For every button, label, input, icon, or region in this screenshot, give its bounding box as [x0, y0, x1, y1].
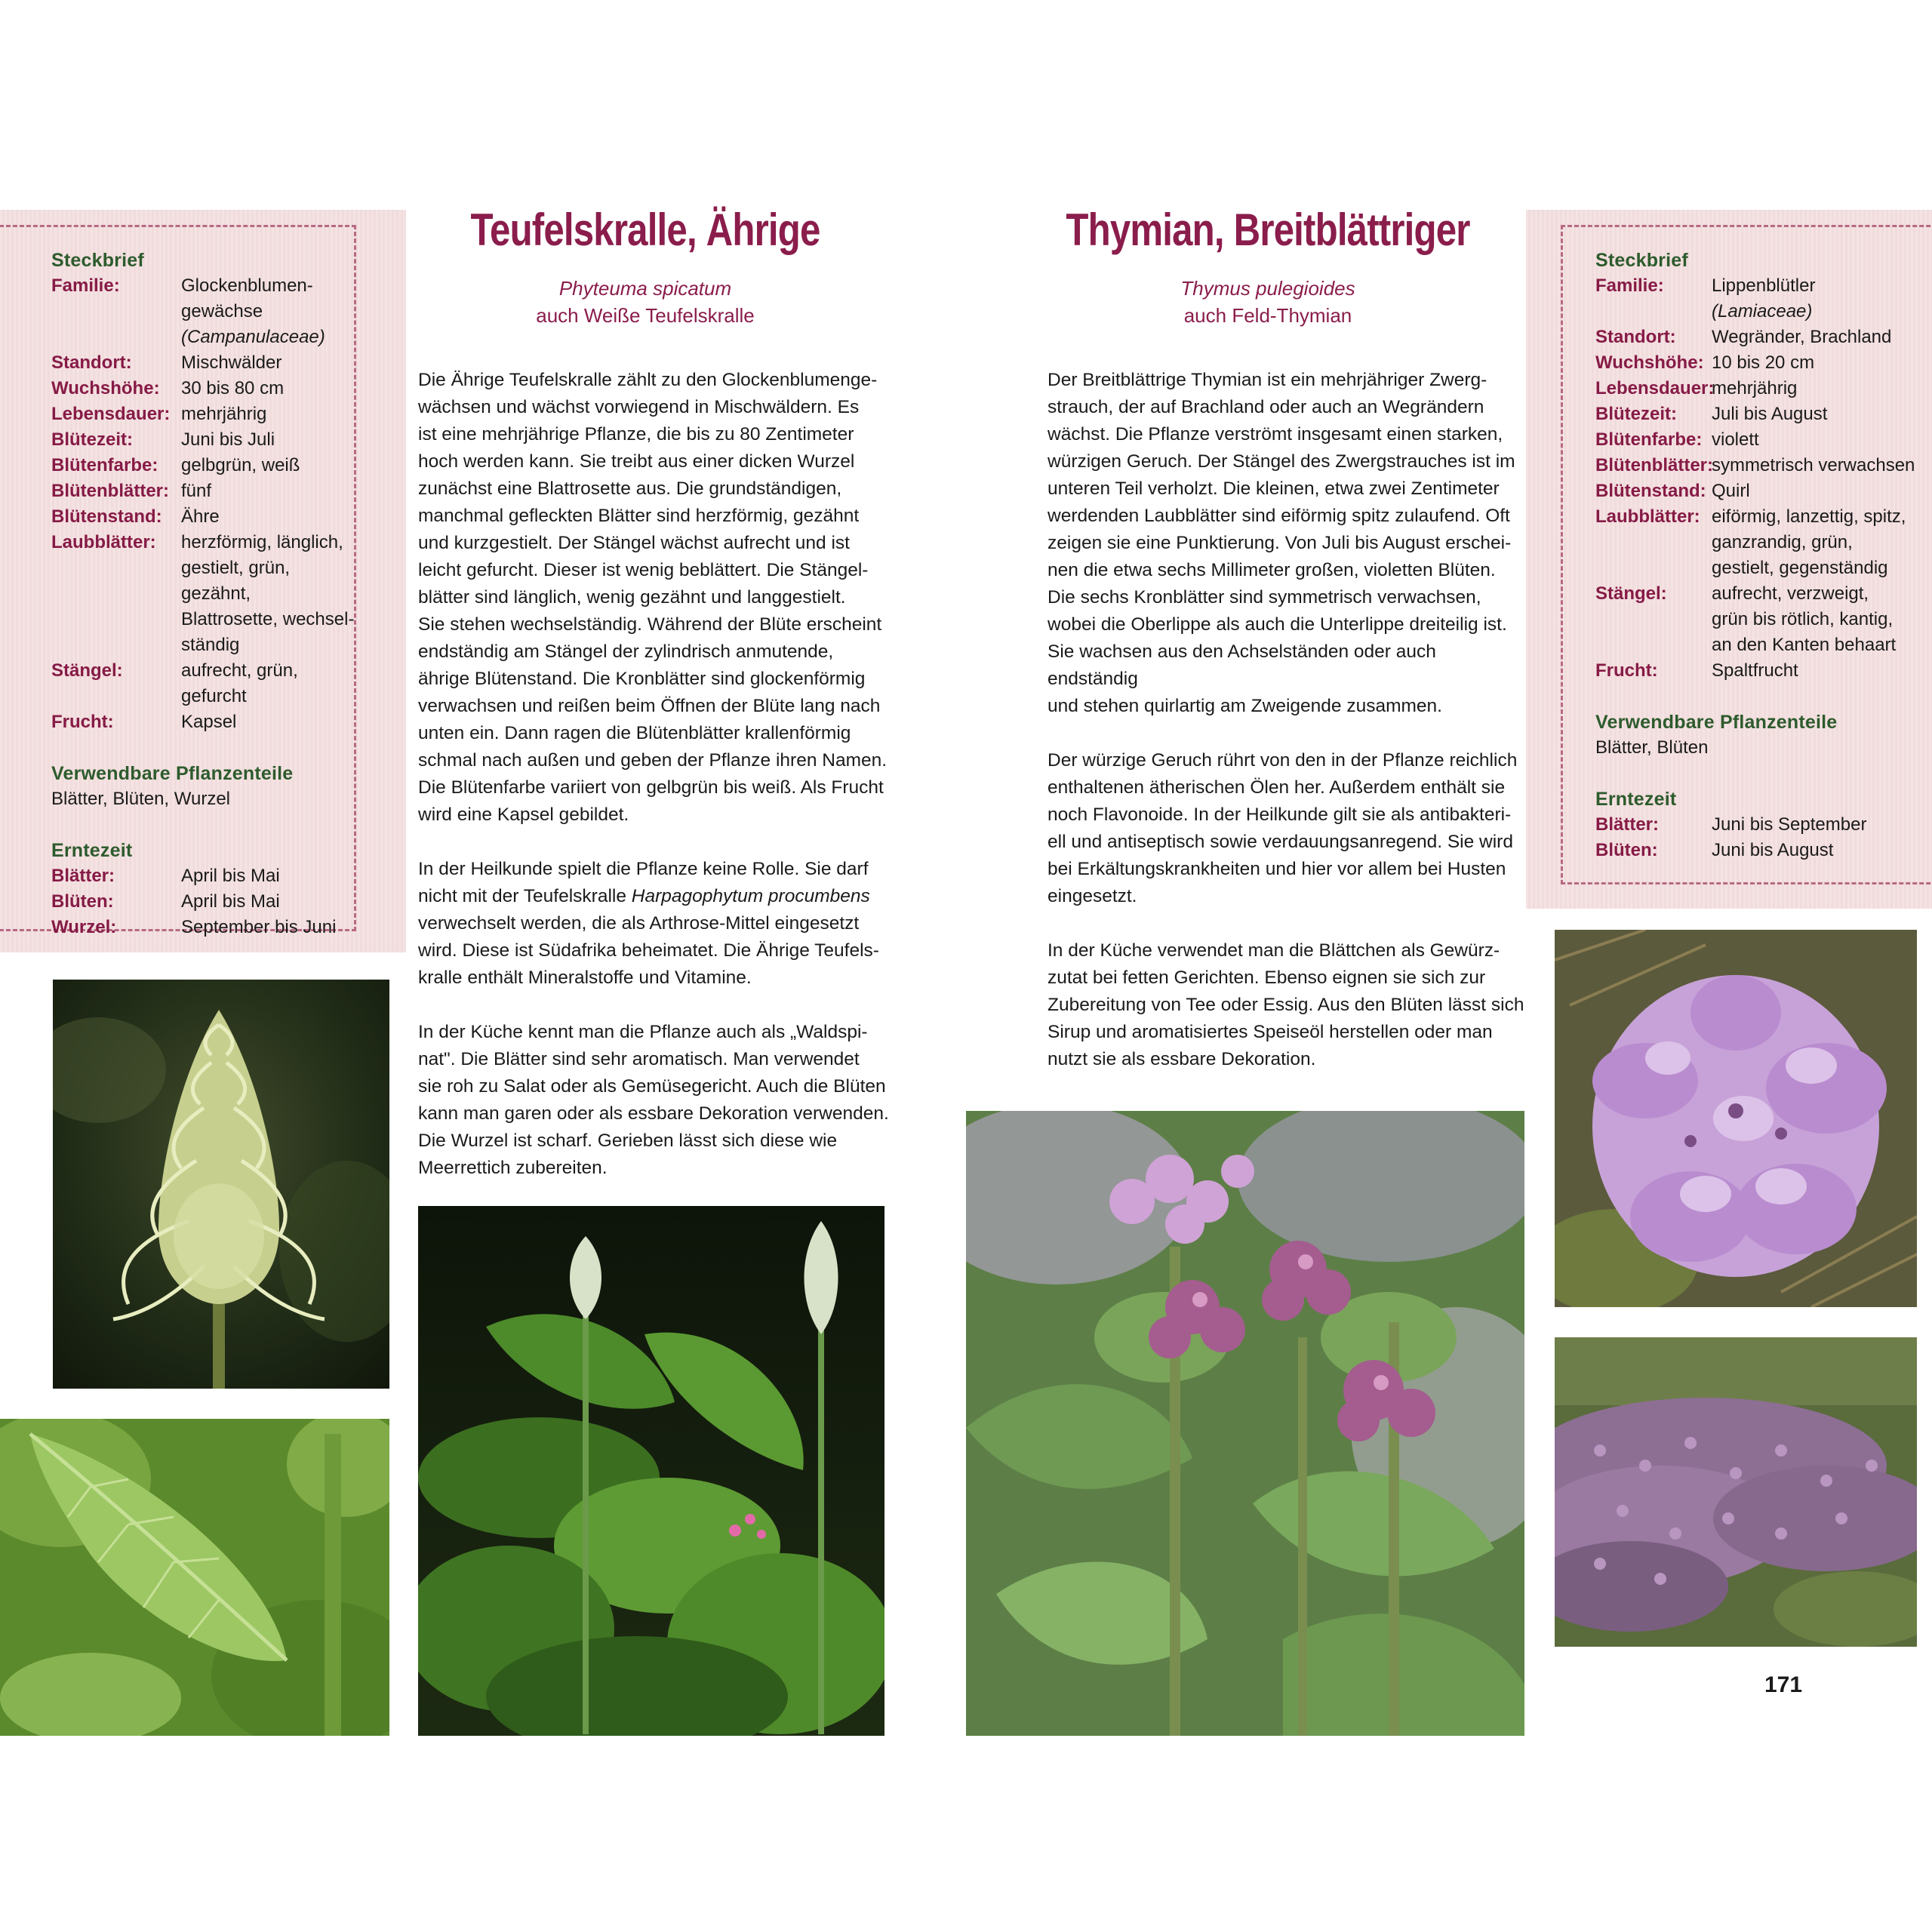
- text-line: zunächst eine Blattrosette aus. Die grundständigen,: [418, 478, 842, 499]
- text-line: nutzt sie als essbare Dekoration.: [1048, 1049, 1316, 1069]
- fact-value-line: mehrjährig: [181, 404, 267, 424]
- fact-value: [181, 658, 361, 709]
- subtitle-left: [408, 275, 883, 329]
- spacer: [51, 812, 361, 838]
- fact-row: [51, 504, 361, 530]
- text-line: Die Wurzel ist scharf. Gerieben lässt sich diese wie: [418, 1131, 838, 1151]
- page-title-right: Thymian, Breitblättriger: [1066, 205, 1470, 255]
- text-line: unten ein. Dann ragen die Blütenblätter krallenförmig: [418, 723, 851, 743]
- fact-value-line: Spaltfrucht: [1712, 660, 1798, 681]
- fact-value: [181, 530, 361, 658]
- text-line: strauch, der auf Brachland oder auch an Wegrändern: [1048, 397, 1484, 417]
- fact-value: [181, 273, 361, 350]
- text-line: Zubereitung von Tee oder Essig. Aus den Blüten lässt sich: [1048, 995, 1524, 1015]
- text-line: kann man garen oder als essbare Dekoration verwenden.: [418, 1103, 889, 1124]
- text-line: noch Flavonoide. In der Heilkunde gilt sie als antibakteri-: [1048, 804, 1512, 825]
- photo-thyme-flower-closeup: [1555, 930, 1917, 1307]
- fact-value-line: aufrecht, grün,: [181, 660, 298, 681]
- fact-value: [1712, 504, 1927, 581]
- fact-row: [51, 478, 361, 504]
- harvest-value: Juni bis September: [1712, 814, 1867, 835]
- text-line: kralle enthält Mineralstoffe und Vitamine.: [418, 968, 752, 988]
- paragraph: [1048, 937, 1531, 1073]
- steckbrief-box-right: [1526, 210, 1932, 909]
- fact-row: [51, 453, 361, 478]
- steckbrief-box-left: [0, 210, 406, 952]
- fact-value-line: gewächse: [181, 301, 263, 321]
- alias-name: auch Weiße Teufelskralle: [536, 304, 755, 327]
- text-line: zutat bei fetten Gerichten. Ebenso eignen sie sich zur: [1048, 968, 1486, 988]
- fact-value: [1712, 478, 1927, 504]
- fact-label: Blütenstand:: [51, 506, 162, 527]
- text-line: wobei die Oberlippe als auch die Unterlippe dreiteilig ist.: [1048, 614, 1507, 635]
- alias-name: auch Feld-Thymian: [1183, 304, 1352, 327]
- parts-title: Verwendbare Pflanzenteile: [51, 763, 294, 784]
- fact-value: [181, 709, 361, 735]
- fact-value-line: Glockenblumen-: [181, 275, 313, 296]
- harvest-row: [51, 863, 361, 889]
- text-line: In der Küche verwendet man die Blättchen als Gewürz-: [1048, 940, 1500, 961]
- page-number: 171: [1764, 1672, 1803, 1697]
- parts-value: Blätter, Blüten: [1595, 737, 1709, 758]
- body-text-left: [418, 367, 901, 1182]
- fact-value-line: gestielt, grün, gezähnt,: [181, 558, 291, 604]
- fact-value: [1712, 325, 1927, 350]
- leaf-image: [0, 1419, 389, 1736]
- fact-value-line: gestielt, gegenständig: [1712, 558, 1888, 578]
- fact-label: Blütenstand:: [1595, 481, 1706, 501]
- fact-label: Blütenfarbe:: [51, 455, 158, 475]
- text-line: unteren Teil verholzt. Die kleinen, etwa zwei Zentimeter: [1048, 478, 1500, 499]
- fact-row: [1595, 376, 1927, 401]
- fact-label: Standort:: [51, 352, 132, 373]
- fact-label: Frucht:: [1595, 660, 1658, 681]
- text-line: enthaltenen ätherischen Ölen her. Außerdem enthält sie: [1048, 777, 1506, 798]
- text-line: Sirup und aromatisiertes Speiseöl herstellen oder man: [1048, 1022, 1493, 1042]
- fact-label: Wuchshöhe:: [51, 378, 160, 398]
- text-line: bei Erkältungskrankheiten und hier vor allem bei Husten: [1048, 859, 1506, 879]
- text-line: ährige Blütenstand. Die Kronblätter sind glockenförmig: [418, 669, 866, 689]
- thyme-meadow-image: [1555, 1337, 1917, 1647]
- text-line: manchmal gefleckten Blätter sind herzförmig, gezähnt: [418, 506, 860, 526]
- fact-value-line: symmetrisch verwachsen: [1712, 455, 1915, 475]
- fact-row: [51, 530, 361, 658]
- fact-value: [181, 478, 361, 504]
- text-line: In der Küche kennt man die Pflanze auch als „Waldspi-: [418, 1022, 868, 1042]
- fact-label: Laubblätter:: [1595, 506, 1700, 527]
- fact-value: [1712, 427, 1927, 453]
- fact-value: [1712, 376, 1927, 401]
- text-line: nat". Die Blätter sind sehr aromatisch. Man verwendet: [418, 1049, 860, 1069]
- text-line: ell und antiseptisch sowie verdauungsanregend. Sie wird: [1048, 832, 1513, 852]
- fact-row: [1595, 504, 1927, 581]
- harvest-title: Erntezeit: [1595, 789, 1677, 810]
- fact-label: Blütezeit:: [1595, 404, 1677, 424]
- fact-value-line: 30 bis 80 cm: [181, 378, 285, 398]
- paragraph: In der Heilkunde spielt die Pflanze keine Rolle. Sie darf nicht mit der Teufelskralle Harpagophytum procumbens verwechselt werden, die als Arthrose-Mittel eingesetzt wird. Diese ist Südafrika beheimatet. Die Ährige Teufels- kralle enthält Mineralstoffe und Vitamine.: [418, 859, 879, 988]
- fact-label: Standort:: [1595, 327, 1676, 347]
- text-line: leicht gefurcht. Dieser ist wenig beblättert. Die Stängel-: [418, 560, 869, 580]
- fact-value: [1712, 273, 1927, 325]
- text-line: verwechselt werden, die als Arthrose-Mittel eingesetzt: [418, 913, 860, 934]
- page-title-left: Teufelskralle, Ährige: [470, 205, 820, 255]
- text-line: blätter sind länglich, wenig gezähnt und langgestielt.: [418, 587, 846, 608]
- harvest-label: Blüten:: [51, 891, 114, 912]
- fact-value-line: 10 bis 20 cm: [1712, 352, 1815, 373]
- parts-title: Verwendbare Pflanzenteile: [1595, 712, 1838, 733]
- fact-value-line: (Lamiaceae): [1712, 301, 1813, 321]
- fact-value: [1712, 658, 1927, 684]
- paragraph: [418, 367, 901, 829]
- fact-value-line: ständig: [181, 635, 240, 655]
- text-line: eingesetzt.: [1048, 886, 1137, 906]
- fact-value: [181, 401, 361, 427]
- fact-value-line: Blattrosette, wechsel-: [181, 609, 355, 629]
- text-line: wächst. Die Pflanze verströmt insgesamt einen starken,: [1048, 424, 1503, 445]
- fact-label: Blütezeit:: [51, 429, 133, 450]
- fact-value-line: Lippenblütler: [1712, 275, 1816, 296]
- thyme-plant-image: [966, 1111, 1524, 1736]
- photo-thyme-meadow: [1555, 1337, 1917, 1647]
- text-line: Die sechs Kronblätter sind symmetrisch verwachsen,: [1048, 587, 1481, 608]
- flower-spike-image: [53, 980, 389, 1389]
- steckbrief-content: [1595, 248, 1927, 863]
- text-line: wird eine Kapsel gebildet.: [418, 804, 629, 825]
- text-line: Der Breitblättrige Thymian ist ein mehrjähriger Zwerg-: [1048, 370, 1487, 390]
- fact-value-line: ganzrandig, grün,: [1712, 532, 1853, 552]
- text-line: Die Ährige Teufelskralle zählt zu den Glockenblumenge-: [418, 370, 878, 390]
- forest-plants-image: [418, 1206, 884, 1736]
- fact-label: Wuchshöhe:: [1595, 352, 1704, 373]
- fact-row: [1595, 273, 1927, 325]
- harvest-row: [51, 915, 361, 940]
- fact-value-line: Quirl: [1712, 481, 1750, 501]
- fact-row: [1595, 581, 1927, 658]
- text-line: Sie wachsen aus den Achselständen oder auch endständig: [1048, 641, 1436, 689]
- fact-value-line: Ähre: [181, 506, 220, 527]
- text-line: endständig am Stängel der zylindrisch anmutende,: [418, 641, 834, 662]
- fact-label: Laubblätter:: [51, 532, 156, 552]
- harvest-label: Blüten:: [1595, 840, 1658, 860]
- body-text-right: [1048, 367, 1531, 1073]
- text-line: hoch werden kann. Sie treibt aus einer dicken Wurzel: [418, 451, 855, 472]
- text-line: Sie stehen wechselständig. Während der Blüte erscheint: [418, 614, 882, 635]
- text-line: wächsen und wächst vorwiegend in Mischwäldern. Es: [418, 397, 860, 417]
- fact-row: [51, 273, 361, 350]
- fact-value: [181, 504, 361, 530]
- photo-leaf: [0, 1419, 389, 1736]
- fact-value-line: gefurcht: [181, 686, 247, 706]
- paragraph: [1048, 367, 1531, 720]
- spacer: [1595, 761, 1927, 786]
- fact-value-line: grün bis rötlich, kantig,: [1712, 609, 1894, 629]
- fact-label: Frucht:: [51, 712, 114, 732]
- text-line: und kurzgestielt. Der Stängel wächst aufrecht und ist: [418, 533, 850, 553]
- fact-value-line: fünf: [181, 481, 212, 501]
- harvest-value: September bis Juni: [181, 917, 337, 937]
- steckbrief-content: [51, 248, 361, 940]
- fact-label: Stängel:: [51, 660, 123, 681]
- fact-label: Stängel:: [1595, 583, 1667, 604]
- photo-thyme-large: [966, 1111, 1524, 1736]
- harvest-value: Juni bis August: [1712, 840, 1834, 860]
- fact-value-line: an den Kanten behaart: [1712, 635, 1897, 655]
- fact-label: Blütenblätter:: [51, 481, 169, 501]
- fact-row: [1595, 427, 1927, 453]
- harvest-value: April bis Mai: [181, 866, 280, 886]
- fact-label: Lebensdauer:: [1595, 378, 1715, 398]
- photo-plants-forest: [418, 1206, 884, 1736]
- spacer: [51, 735, 361, 761]
- fact-row: [1595, 478, 1927, 504]
- fact-label: Familie:: [51, 275, 120, 296]
- fact-value-line: Kapsel: [181, 712, 237, 732]
- parts-value: Blätter, Blüten, Wurzel: [51, 789, 230, 809]
- fact-row: [51, 401, 361, 427]
- harvest-title: Erntezeit: [51, 840, 133, 861]
- fact-row: [1595, 325, 1927, 350]
- fact-value: [181, 427, 361, 453]
- fact-value-line: aufrecht, verzweigt,: [1712, 583, 1869, 604]
- fact-value: [181, 453, 361, 478]
- text-line: ist eine mehrjährige Pflanze, die bis zu 80 Zentimeter: [418, 424, 854, 445]
- fact-value: [181, 376, 361, 401]
- fact-value: [1712, 401, 1927, 427]
- fact-label: Blütenblätter:: [1595, 455, 1713, 475]
- harvest-row: [51, 889, 361, 915]
- fact-value-line: mehrjährig: [1712, 378, 1798, 398]
- photo-flower-spike: [53, 980, 389, 1389]
- fact-value: [1712, 350, 1927, 376]
- latin-name: Phyteuma spicatum: [558, 277, 732, 300]
- harvest-label: Wurzel:: [51, 917, 117, 937]
- text-line: nen die etwa sechs Millimeter großen, violetten Blüten.: [1048, 560, 1496, 580]
- fact-value-line: Juli bis August: [1712, 404, 1828, 424]
- fact-value: [1712, 453, 1927, 478]
- fact-row: [1595, 350, 1927, 376]
- fact-row: [51, 376, 361, 401]
- fact-value-line: Juni bis Juli: [181, 429, 275, 450]
- fact-value-line: violett: [1712, 429, 1759, 450]
- fact-row: [51, 350, 361, 376]
- paragraph: [1048, 747, 1531, 910]
- text-line: verwachsen und reißen beim Öffnen der Blüte lang nach: [418, 696, 881, 716]
- fact-label: Lebensdauer:: [51, 404, 171, 424]
- fact-value-line: herzförmig, länglich,: [181, 532, 343, 552]
- subtitle-right: [1011, 275, 1524, 329]
- fact-row: [51, 709, 361, 735]
- paragraph: [418, 1019, 901, 1182]
- text-line: Der würzige Geruch rührt von den in der Pflanze reichlich: [1048, 750, 1518, 771]
- steckbrief-title: Steckbrief: [1595, 250, 1688, 271]
- fact-value: [181, 350, 361, 376]
- text-line: zeigen sie eine Punktierung. Von Juli bis August erschei-: [1048, 533, 1512, 553]
- text-line: wird. Diese ist Südafrika beheimatet. Die Ährige Teufels-: [418, 940, 879, 961]
- fact-label: Familie:: [1595, 275, 1664, 296]
- harvest-value: April bis Mai: [181, 891, 280, 912]
- fact-row: [1595, 453, 1927, 478]
- fact-row: [51, 427, 361, 453]
- text-line: schmal nach außen und geben der Pflanze ihren Namen.: [418, 750, 888, 771]
- text-line: Meerrettich zubereiten.: [418, 1158, 608, 1178]
- fact-value-line: Mischwälder: [181, 352, 282, 373]
- latin-name: Thymus pulegioides: [1180, 277, 1355, 300]
- latin-reference: Harpagophytum procumbens: [631, 886, 870, 906]
- fact-row: [51, 658, 361, 709]
- fact-row: [1595, 658, 1927, 684]
- fact-value-line: eiförmig, lanzettig, spitz,: [1712, 506, 1906, 527]
- fact-value-line: (Campanulaceae): [181, 327, 325, 347]
- fact-value-line: Wegränder, Brachland: [1712, 327, 1892, 347]
- thyme-flower-image: [1555, 930, 1917, 1307]
- text-line: Die Blütenfarbe variiert von gelbgrün bis weiß. Als Frucht: [418, 777, 884, 798]
- harvest-label: Blätter:: [51, 866, 115, 886]
- harvest-label: Blätter:: [1595, 814, 1660, 835]
- text-line: würzigen Geruch. Der Stängel des Zwergstrauches ist im: [1048, 451, 1515, 472]
- spacer: [1595, 684, 1927, 709]
- fact-value-line: gelbgrün, weiß: [181, 455, 300, 475]
- fact-row: [1595, 401, 1927, 427]
- fact-label: Blütenfarbe:: [1595, 429, 1703, 450]
- harvest-row: [1595, 838, 1927, 863]
- harvest-row: [1595, 812, 1927, 838]
- text-line: und stehen quirlartig am Zweigende zusammen.: [1048, 696, 1442, 716]
- text-line: sie roh zu Salat oder als Gemüsegericht. Auch die Blüten: [418, 1076, 886, 1097]
- fact-value: [1712, 581, 1927, 658]
- steckbrief-title: Steckbrief: [51, 250, 144, 271]
- text-line: werdenden Laubblätter sind eiförmig spitz zulaufend. Oft: [1048, 506, 1510, 526]
